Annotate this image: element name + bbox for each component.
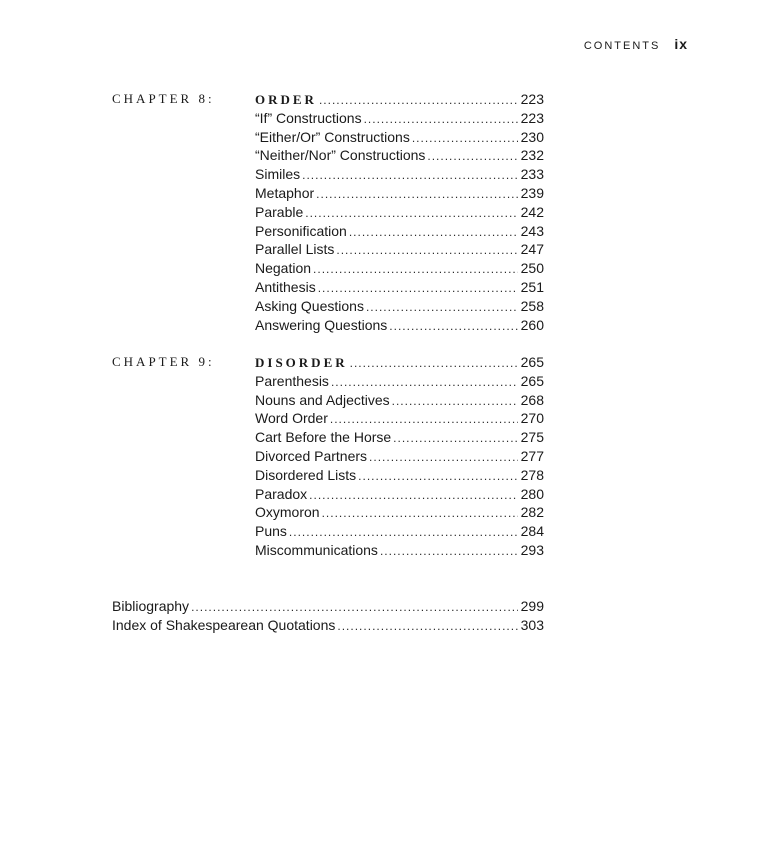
running-head (584, 36, 688, 52)
toc-entry-index[interactable] (112, 616, 544, 635)
dot-leader (392, 392, 518, 411)
toc-entry[interactable] (255, 522, 544, 541)
toc-entry-page: 239 (520, 184, 544, 201)
dot-leader (427, 147, 517, 166)
toc-entry-page: 275 (520, 429, 544, 446)
dot-leader (380, 542, 518, 561)
toc-entry[interactable] (255, 146, 544, 165)
dot-leader (191, 598, 518, 617)
toc-entry-title: Antithesis (255, 278, 316, 295)
toc-entry[interactable] (255, 428, 544, 447)
toc-entry-title: Puns (255, 523, 287, 540)
toc-entry-page: 242 (520, 203, 544, 220)
toc-entry-title: “If” Constructions (255, 109, 362, 126)
toc-entry[interactable] (255, 447, 544, 466)
dot-leader (337, 617, 517, 636)
dot-leader (366, 298, 518, 317)
toc-entry-title: Nouns and Adjectives (255, 391, 390, 408)
toc-entry-bibliography[interactable] (112, 597, 544, 616)
toc-entry-page: 247 (520, 241, 544, 258)
dot-leader (412, 129, 518, 148)
chapter-8-entries (255, 90, 544, 334)
dot-leader (393, 429, 517, 448)
toc-entry[interactable] (255, 541, 544, 560)
toc-entry[interactable] (255, 128, 544, 147)
toc-entry-page: 278 (520, 466, 544, 483)
toc-entry-page: 251 (520, 278, 544, 295)
dot-leader (289, 523, 518, 542)
toc-entry-title: “Either/Or” Constructions (255, 128, 410, 145)
dot-leader (389, 317, 517, 336)
toc-entry[interactable] (255, 391, 544, 410)
toc-entry-page: 299 (520, 598, 544, 614)
toc-entry[interactable] (255, 222, 544, 241)
toc-entry-title: Disordered Lists (255, 466, 357, 483)
toc-entry-title: Word Order (255, 410, 328, 427)
toc-entry-title: Paradox (255, 485, 308, 502)
toc-entry-page: 250 (520, 260, 544, 277)
toc-entry-page: 303 (520, 616, 544, 633)
dot-leader (369, 448, 518, 467)
toc-entry-page: 277 (520, 447, 544, 464)
toc-entry-title: “Neither/Nor” Constructions (255, 147, 426, 164)
toc-entry-title: ORDER (255, 92, 317, 107)
toc-entry[interactable] (255, 503, 544, 522)
toc-entry[interactable] (255, 109, 544, 128)
toc-entry-title: Index of Shakespearean Quotations (112, 616, 336, 633)
toc-entry[interactable] (255, 240, 544, 259)
toc-entry-page: 284 (520, 523, 544, 540)
toc-entry-title: Personification (255, 222, 347, 239)
toc-entry-page: 270 (520, 410, 544, 427)
toc-entry[interactable] (255, 372, 544, 391)
toc-entry-page: 233 (520, 166, 544, 183)
toc-entry-title: Miscommunications (255, 541, 378, 558)
toc-entry-title: DISORDER (255, 355, 348, 370)
running-head-title: CONTENTS (583, 40, 661, 52)
toc-entry-title: Bibliography (112, 598, 190, 614)
toc-entry[interactable] (255, 297, 544, 316)
dot-leader (336, 241, 517, 260)
dot-leader (319, 91, 518, 110)
chapter-9-entries (255, 353, 544, 560)
back-matter (112, 597, 544, 635)
toc-entry-title: Oxymoron (255, 504, 320, 521)
chapter-label: CHAPTER 8: (112, 91, 215, 106)
toc-entry-chapter-title[interactable] (255, 353, 544, 372)
toc-entry-page: 258 (520, 297, 544, 314)
page-number: ix (674, 36, 688, 52)
toc-entry-page: 230 (520, 128, 544, 145)
dot-leader (305, 204, 517, 223)
toc-entry-title: Answering Questions (255, 316, 388, 333)
chapter-label: CHAPTER 9: (112, 354, 215, 369)
dot-leader (318, 279, 518, 298)
toc-entry-page: 293 (520, 541, 544, 558)
toc-entry[interactable] (255, 203, 544, 222)
toc-entry-title: Parable (255, 203, 304, 220)
toc-entry-title: Negation (255, 260, 312, 277)
toc-entry-title: Cart Before the Horse (255, 429, 392, 446)
dot-leader (349, 223, 518, 242)
toc-entry[interactable] (255, 165, 544, 184)
dot-leader (358, 467, 517, 486)
toc-entry-page: 260 (520, 316, 544, 333)
toc-entry-page: 223 (520, 109, 544, 126)
toc-entry-title: Asking Questions (255, 297, 364, 314)
dot-leader (331, 373, 518, 392)
toc-entry-page: 265 (520, 372, 544, 389)
dot-leader (364, 110, 518, 129)
dot-leader (316, 185, 517, 204)
toc-entry[interactable] (255, 409, 544, 428)
toc-entry-page: 243 (520, 222, 544, 239)
toc-entry[interactable] (255, 278, 544, 297)
dot-leader (309, 486, 517, 505)
toc-entry-title: Parallel Lists (255, 241, 335, 258)
toc-entry-page: 223 (520, 91, 544, 107)
toc-entry-page: 265 (520, 354, 544, 370)
toc-entry[interactable] (255, 466, 544, 485)
dot-leader (322, 504, 518, 523)
toc-entry-page: 282 (520, 504, 544, 521)
toc-entry[interactable] (255, 316, 544, 335)
toc-entry[interactable] (255, 259, 544, 278)
dot-leader (313, 260, 518, 279)
toc-entry[interactable] (255, 485, 544, 504)
toc-entry[interactable] (255, 184, 544, 203)
toc-entry-page: 268 (520, 391, 544, 408)
toc-entry-title: Metaphor (255, 184, 315, 201)
toc-entry-title: Similes (255, 166, 301, 183)
toc-entry-title: Parenthesis (255, 372, 329, 389)
toc-entry-page: 232 (520, 147, 544, 164)
dot-leader (302, 166, 518, 185)
dot-leader (330, 410, 518, 429)
dot-leader (350, 354, 518, 373)
toc-entry-chapter-title[interactable] (255, 90, 544, 109)
toc-entry-title: Divorced Partners (255, 447, 368, 464)
toc-entry-page: 280 (520, 485, 544, 502)
